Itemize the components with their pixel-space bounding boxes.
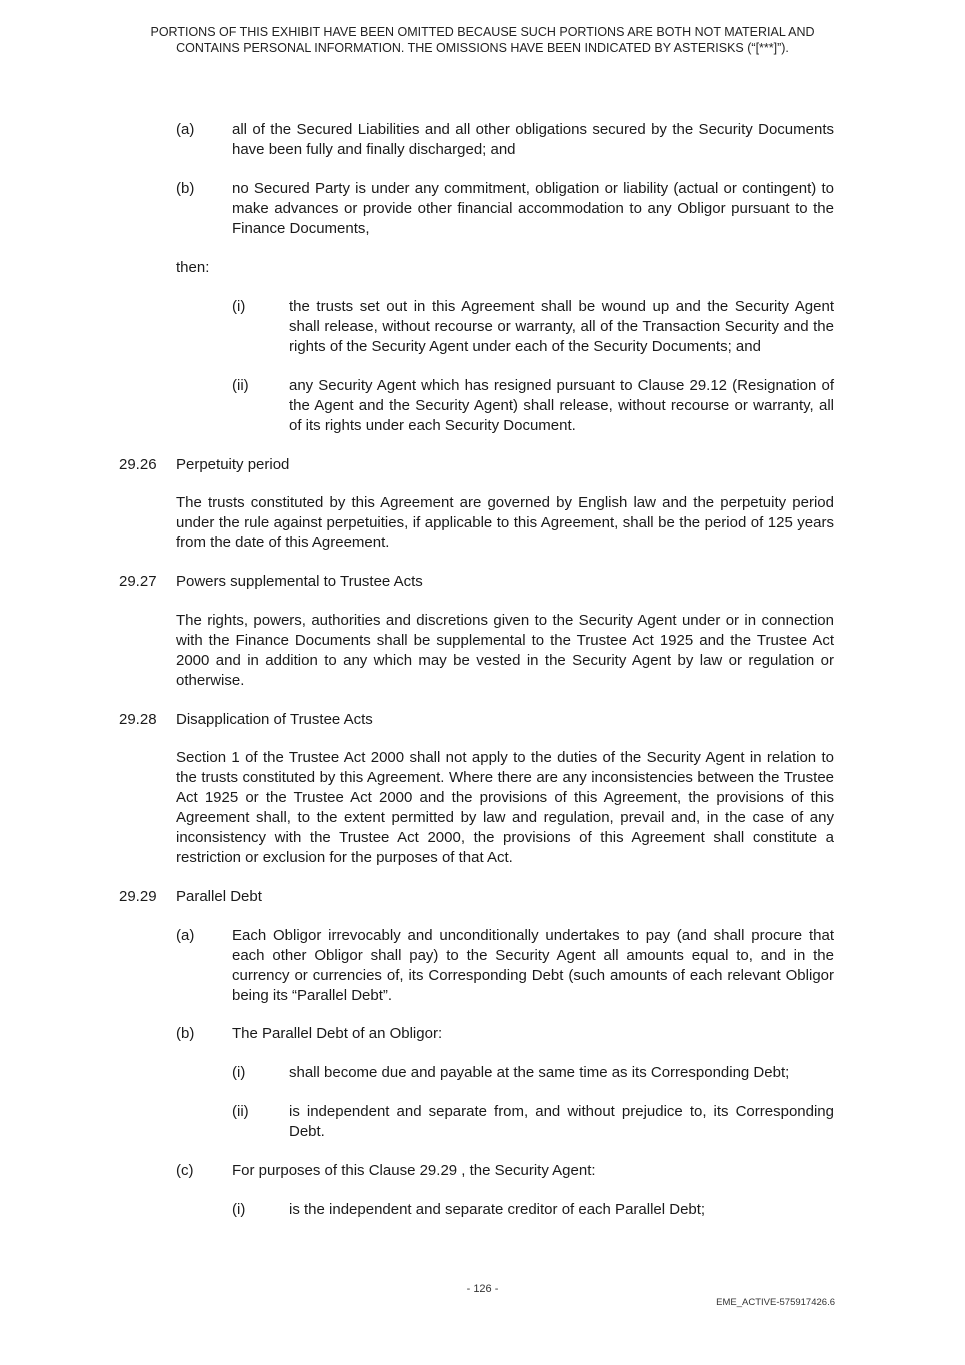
section-title-29-29: Parallel Debt (176, 888, 262, 905)
section-number-29-27: 29.27 (119, 573, 157, 590)
section-number-29-26: 29.26 (119, 456, 157, 473)
section-number-29-29: 29.29 (119, 888, 157, 905)
pd-item-b-text: The Parallel Debt of an Obligor: (232, 1025, 443, 1042)
section-title-29-28: Disapplication of Trustee Acts (176, 711, 373, 728)
document-reference: EME_ACTIVE-575917426.6 (716, 1297, 835, 1308)
section-number-29-28: 29.28 (119, 711, 157, 728)
page-number: - 126 - (466, 1283, 499, 1295)
section-body-29-28: Section 1 of the Trustee Act 2000 shall not apply to the duties of the Security Agent in relation to the trusts constituted by this Agreement. Where there are any inconsistencies between the Trustee Act 1925 or the Trustee Act 2000 and the provisions of this Agreement, the provisions of this Agreement shall, to the extent permitted by law and regulation, prevail and, in the case of any inconsistency with the Trustee Act 2000, the provisions of this Agreement shall constitute a restriction or exclusion for the purposes of that Act. (176, 749, 834, 866)
section-title-29-27: Powers supplemental to Trustee Acts (176, 573, 423, 590)
then-text: then: (176, 259, 210, 276)
pd-item-bii-text: is independent and separate from, and without prejudice to, its Corresponding Debt. (289, 1103, 834, 1140)
pd-item-bi-text: shall become due and payable at the same time as its Corresponding Debt; (289, 1064, 790, 1081)
item-ii-label: (ii) (232, 377, 249, 394)
pd-item-b-label: (b) (176, 1025, 195, 1042)
confidentiality-header (120, 24, 845, 56)
item-i-text: the trusts set out in this Agreement shall be wound up and the Security Agent shall release, without recourse or warranty, all of the Transaction Security and the rights of the Security Agent under each of the Security Documents; and (289, 298, 834, 355)
item-ii-text: any Security Agent which has resigned pursuant to Clause 29.12 (Resignation of the Agent and the Security Agent) shall release, without recourse or warranty, all of its rights under each Security Document. (289, 377, 834, 434)
item-b-label: (b) (176, 180, 195, 197)
pd-item-a-label: (a) (176, 927, 195, 944)
header-line-2: CONTAINS PERSONAL INFORMATION. THE OMISSIONS HAVE BEEN INDICATED BY ASTERISKS (“[***]”). (176, 41, 789, 55)
pd-item-ci-label: (i) (232, 1201, 246, 1218)
pd-item-ci-text: is the independent and separate creditor of each Parallel Debt; (289, 1201, 706, 1218)
pd-item-c-text: For purposes of this Clause 29.29 , the Security Agent: (232, 1162, 596, 1179)
item-b-text: no Secured Party is under any commitment, obligation or liability (actual or contingent) to make advances or provide other financial accommodation to any Obligor pursuant to the Finance Documents, (232, 180, 834, 237)
section-body-29-27: The rights, powers, authorities and discretions given to the Security Agent under or in connection with the Finance Documents shall be supplemental to the Trustee Act 1925 and the Trustee Act 2000 and in addition to any which may be vested in the Security Agent by law or regulation or otherwise. (176, 612, 834, 689)
section-body-29-26: The trusts constituted by this Agreement are governed by English law and the perpetuity period under the rule against perpetuities, if applicable to this Agreement, shall be the period of 125 years from the date of this Agreement. (176, 494, 834, 551)
section-title-29-26: Perpetuity period (176, 456, 290, 473)
item-a-text: all of the Secured Liabilities and all other obligations secured by the Security Documents have been fully and finally discharged; and (232, 121, 834, 158)
pd-item-bii-label: (ii) (232, 1103, 249, 1120)
pd-item-bi-label: (i) (232, 1064, 246, 1081)
item-i-label: (i) (232, 298, 246, 315)
pd-item-a-text: Each Obligor irrevocably and unconditionally undertakes to pay (and shall procure that each other Obligor shall pay) to the Security Agent all amounts equal to, and in the currency or currencies of, its Corresponding Debt (such amounts of each relevant Obligor being its “Parallel Debt”. (232, 927, 834, 1004)
item-a-label: (a) (176, 121, 195, 138)
header-line-1: PORTIONS OF THIS EXHIBIT HAVE BEEN OMITTED BECAUSE SUCH PORTIONS ARE BOTH NOT MATERIAL AND (150, 25, 815, 39)
pd-item-c-label: (c) (176, 1162, 194, 1179)
